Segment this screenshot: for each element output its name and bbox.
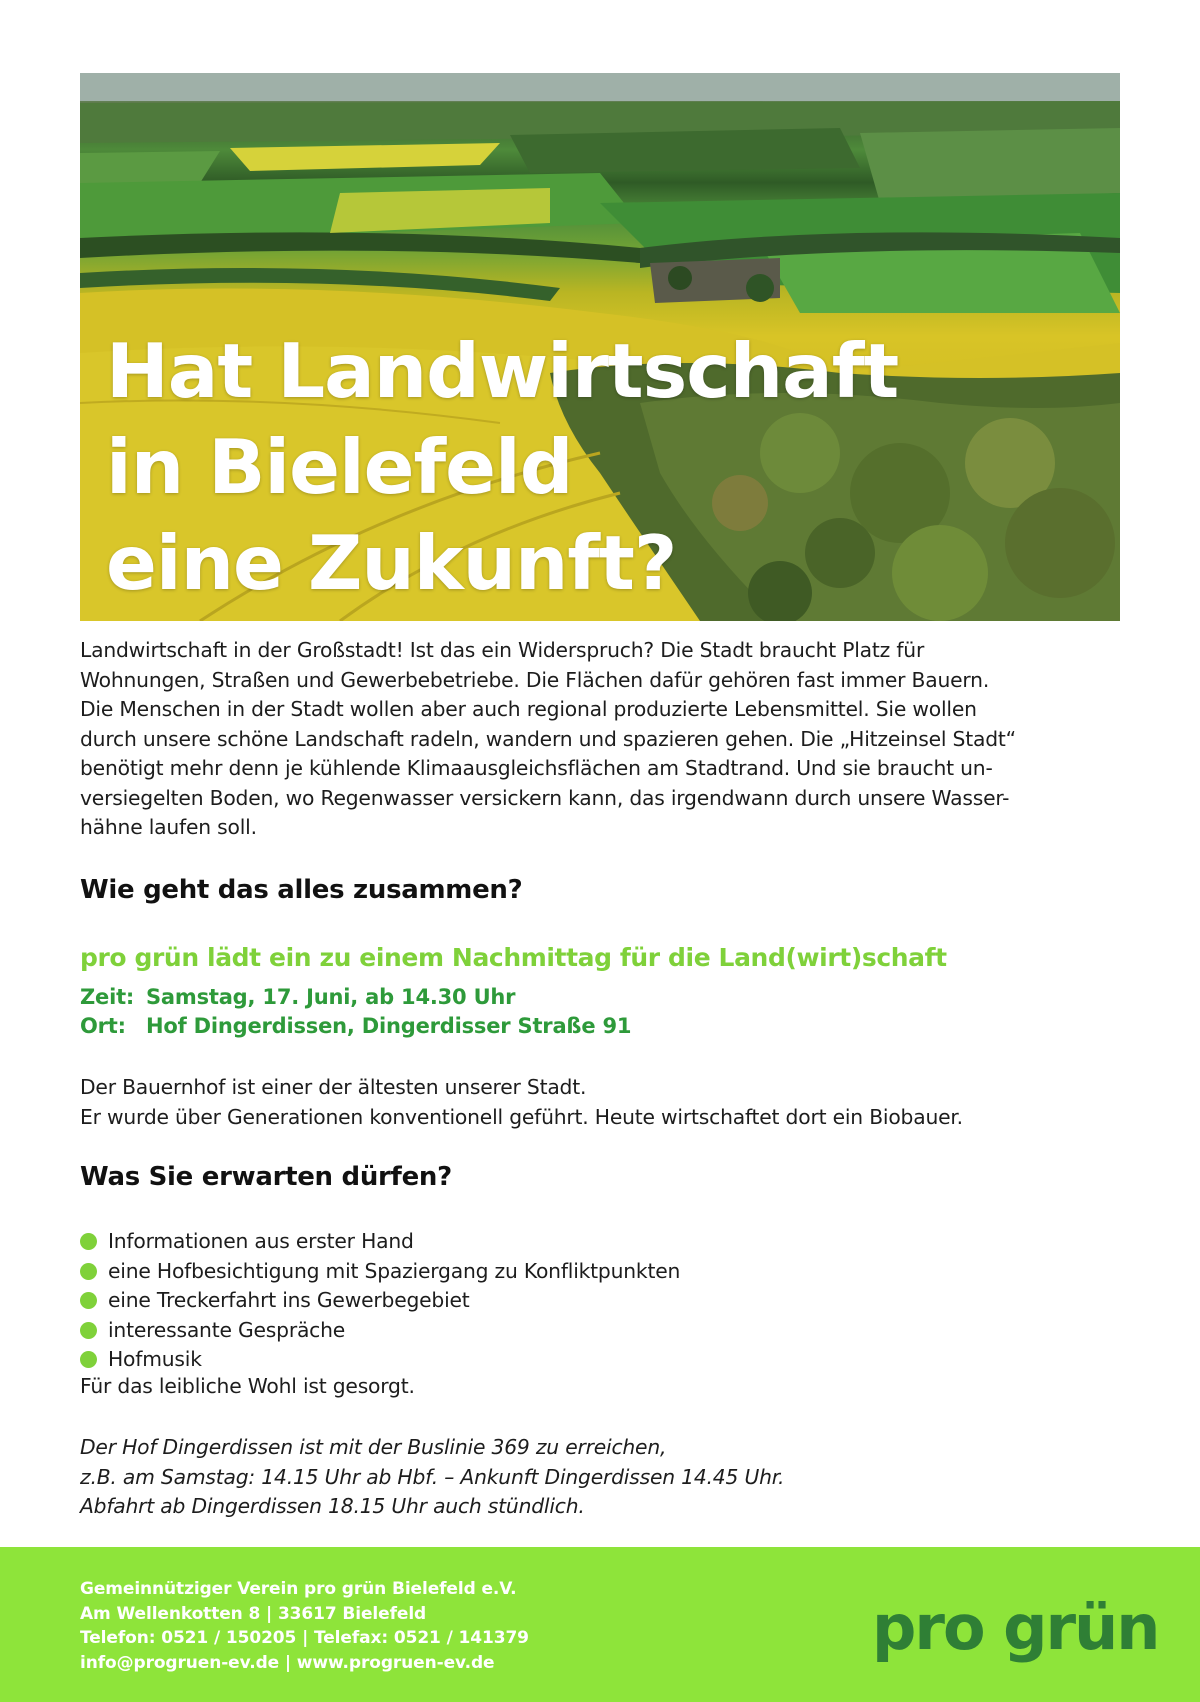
hero-title-line-2: in Bielefeld (106, 423, 573, 511)
bullet-dot-icon (80, 1233, 97, 1250)
footer-address: Am Wellenkotten 8 | 33617 Bielefeld (80, 1603, 427, 1624)
bullet-dot-icon (80, 1322, 97, 1339)
bullet-dot-icon (80, 1263, 97, 1280)
bus-line: z.B. am Samstag: 14.15 Uhr ab Hbf. – Ankunft Dingerdissen 14.45 Uhr. (80, 1464, 785, 1489)
intro-line: Die Menschen in der Stadt wollen aber auch regional produzierte Lebensmittel. Sie wollen (80, 697, 977, 721)
heading-together: Wie geht das alles zusammen? (80, 875, 523, 905)
bullet-dot-icon (80, 1292, 97, 1309)
list-item-label: eine Treckerfahrt ins Gewerbegebiet (108, 1288, 470, 1312)
hero-image (80, 73, 1120, 621)
event-place (80, 1014, 631, 1038)
footer (0, 1547, 1200, 1702)
intro-paragraph (80, 636, 1125, 843)
farm-line: Er wurde über Generationen konventionell geführt. Heute wirtschaftet dort ein Biobauer. (80, 1104, 963, 1129)
bullet-dot-icon (80, 1351, 97, 1368)
intro-line: durch unsere schöne Landschaft radeln, wandern und spazieren gehen. Die „Hitzeinsel Stadt“ (80, 726, 1016, 751)
hero-title (106, 323, 898, 611)
intro-line: benötigt mehr denn je kühlende Klimaausgleichsflächen am Stadtrand. Und sie braucht un- (80, 756, 993, 780)
catering-note: Für das leibliche Wohl ist gesorgt. (80, 1374, 415, 1398)
heading-expect: Was Sie erwarten dürfen? (80, 1162, 452, 1192)
event-place-label: Ort: (80, 1014, 126, 1038)
event-place-value: Hof Dingerdissen, Dingerdisser Straße 91 (146, 1014, 632, 1038)
intro-line: hähne laufen soll. (80, 815, 257, 839)
footer-phone: Telefon: 0521 / 150205 | Telefax: 0521 / 141379 (80, 1628, 529, 1648)
farm-line: Der Bauernhof ist einer der ältesten unserer Stadt. (80, 1075, 587, 1099)
invitation-heading: pro grün lädt ein zu einem Nachmittag für die Land(wirt)schaft (80, 943, 947, 972)
footer-org: Gemeinnütziger Verein pro grün Bielefeld e.V. (80, 1579, 517, 1599)
list-item (80, 1345, 680, 1375)
intro-line: versiegelten Boden, wo Regenwasser versickern kann, das irgendwann durch unsere Wasser- (80, 785, 1010, 810)
list-item (80, 1286, 680, 1316)
footer-contact (80, 1577, 529, 1675)
intro-line: Landwirtschaft in der Großstadt! Ist das ein Widerspruch? Die Stadt braucht Platz für (80, 638, 925, 662)
list-item (80, 1316, 680, 1346)
event-time-label: Zeit: (80, 985, 135, 1009)
list-item (80, 1227, 680, 1257)
list-item-label: eine Hofbesichtigung mit Spaziergang zu Konfliktpunkten (108, 1258, 681, 1283)
list-item-label: Informationen aus erster Hand (108, 1229, 414, 1253)
bus-line: Abfahrt ab Dingerdissen 18.15 Uhr auch stündlich. (80, 1494, 585, 1518)
list-item (80, 1257, 680, 1287)
list-item-label: interessante Gespräche (108, 1317, 346, 1342)
expect-list (80, 1227, 680, 1375)
bus-info (80, 1433, 784, 1522)
bus-line: Der Hof Dingerdissen ist mit der Buslinie 369 zu erreichen, (80, 1435, 667, 1459)
hero-title-line-3: eine Zukunft? (106, 519, 677, 607)
pro-gruen-logo: pro grün (872, 1591, 1159, 1664)
farm-paragraph (80, 1073, 963, 1132)
intro-line: Wohnungen, Straßen und Gewerbebetriebe. Die Flächen dafür gehören fast immer Bauern. (80, 667, 990, 692)
list-item-label: Hofmusik (108, 1347, 202, 1371)
event-time (80, 985, 515, 1009)
hero-title-line-1: Hat Landwirtschaft (106, 327, 899, 415)
event-time-value: Samstag, 17. Juni, ab 14.30 Uhr (146, 985, 516, 1009)
footer-web: info@progruen-ev.de | www.progruen-ev.de (80, 1652, 495, 1673)
